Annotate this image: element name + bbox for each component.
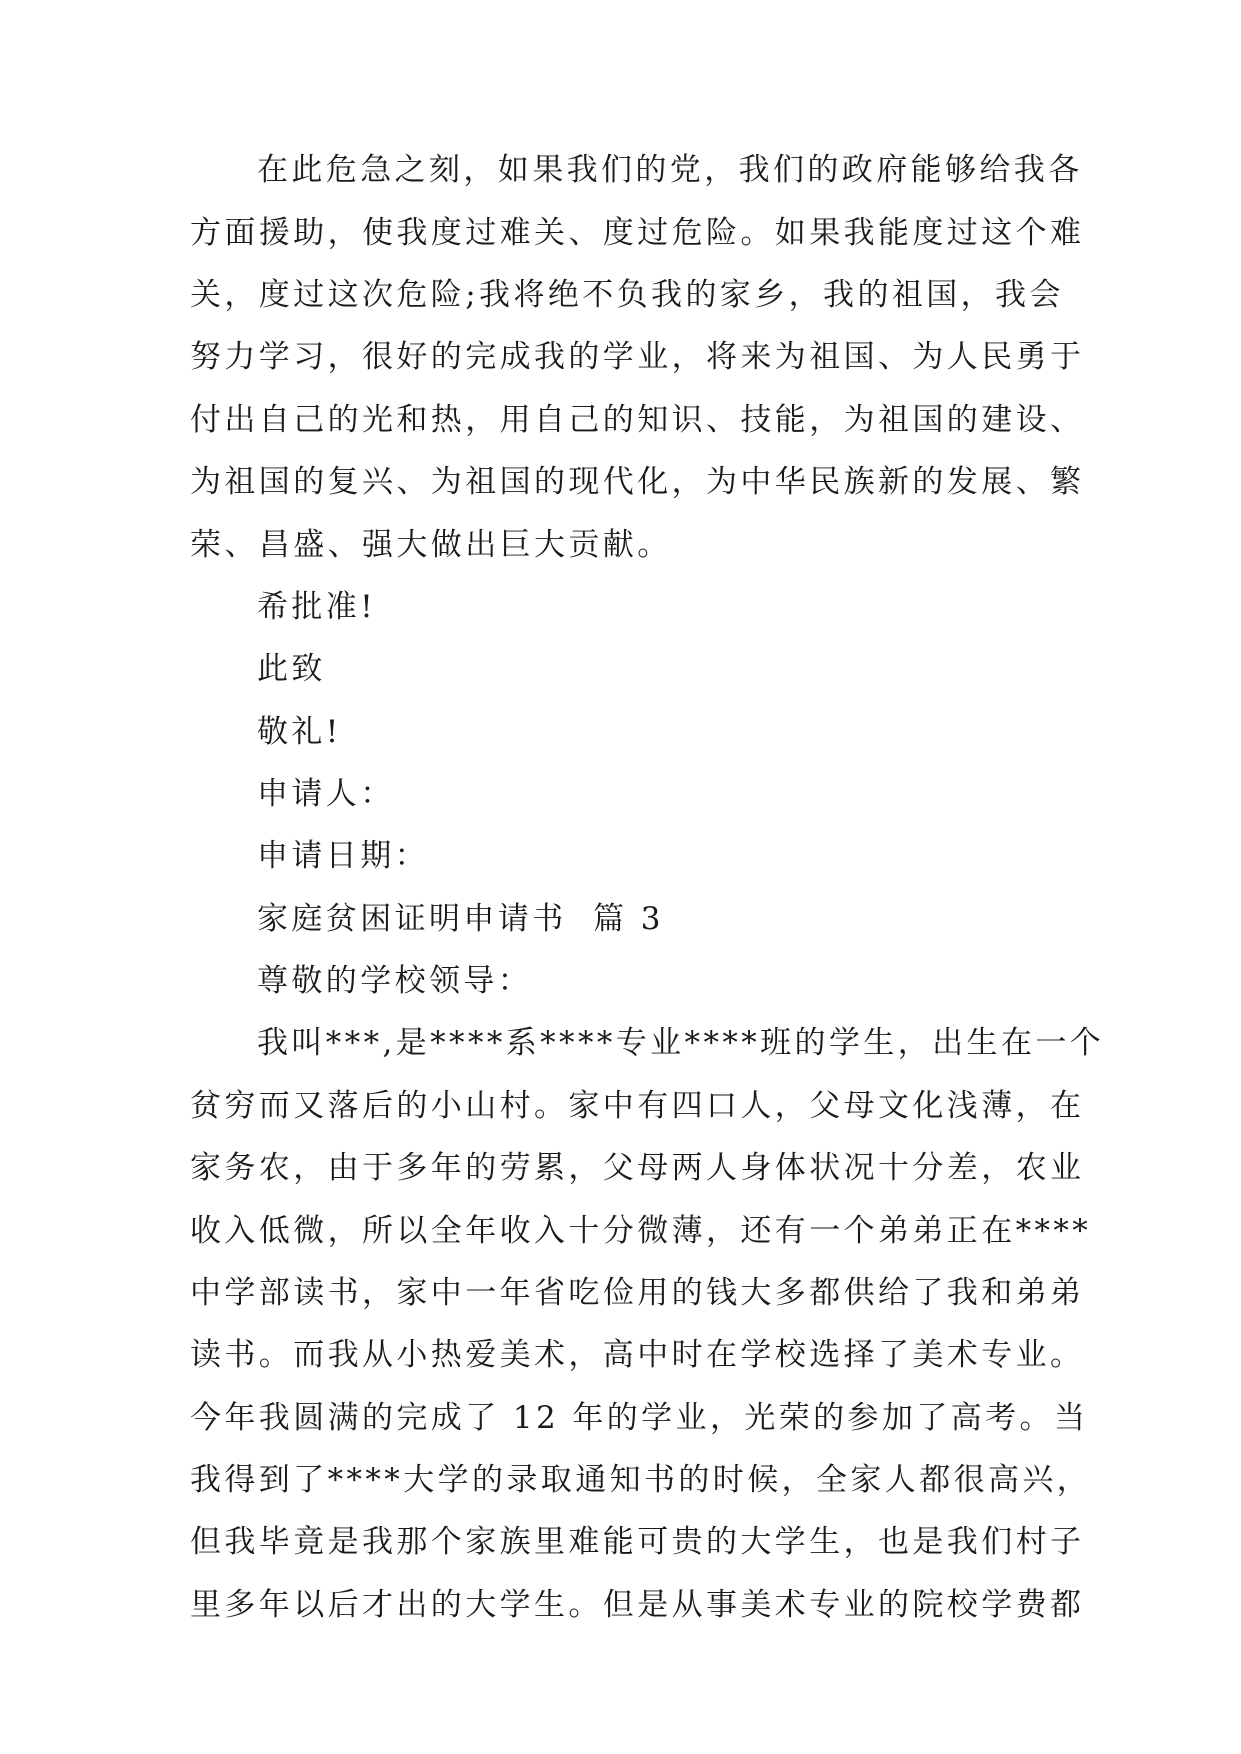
text-line: 收入低微，所以全年收入十分微薄，还有一个弟弟正在****	[190, 1213, 1092, 1249]
text-line: 中学部读书，家中一年省吃俭用的钱大多都供给了我和弟弟	[190, 1275, 1085, 1311]
text-line: 贫穷而又落后的小山村。家中有四口人，父母文化浅薄，在	[190, 1088, 1085, 1124]
salutation-line: 敬礼!	[257, 714, 342, 750]
text-line: 努力学习，很好的完成我的学业，将来为祖国、为人民勇于	[190, 339, 1085, 375]
salutation-line: 此致	[257, 651, 326, 687]
greeting-line: 尊敬的学校领导：	[257, 963, 533, 999]
text-line: 在此危急之刻，如果我们的党，我们的政府能够给我各	[257, 152, 1083, 188]
text-line: 方面援助，使我度过难关、度过危险。如果我能度过这个难	[190, 215, 1085, 251]
text-line: 付出自己的光和热，用自己的知识、技能，为祖国的建设、	[190, 402, 1085, 438]
text-line: 读书。而我从小热爱美术，高中时在学校选择了美术专业。	[190, 1337, 1085, 1373]
text-line: 里多年以后才出的大学生。但是从事美术专业的院校学费都	[190, 1587, 1085, 1623]
text-line: 关，度过这次危险;我将绝不负我的家乡，我的祖国，我会	[190, 277, 1064, 313]
text-line: 但我毕竟是我那个家族里难能可贵的大学生，也是我们村子	[190, 1524, 1085, 1560]
text-line: 家务农，由于多年的劳累，父母两人身体状况十分差，农业	[190, 1150, 1085, 1186]
text-line: 荣、昌盛、强大做出巨大贡献。	[190, 527, 672, 563]
text-line: 我叫***,是****系****专业****班的学生，出生在一个	[257, 1025, 1105, 1061]
text-line: 我得到了****大学的录取通知书的时候，全家人都很高兴，	[190, 1462, 1092, 1498]
text-line: 为祖国的复兴、为祖国的现代化，为中华民族新的发展、繁	[190, 464, 1085, 500]
application-date-label: 申请日期：	[257, 838, 429, 874]
text-line: 今年我圆满的完成了 12 年的学业，光荣的参加了高考。当	[190, 1400, 1089, 1436]
section-heading: 家庭贫困证明申请书 篇 3	[257, 901, 664, 937]
closing-request: 希批准!	[257, 589, 377, 625]
applicant-label: 申请人：	[257, 776, 395, 812]
